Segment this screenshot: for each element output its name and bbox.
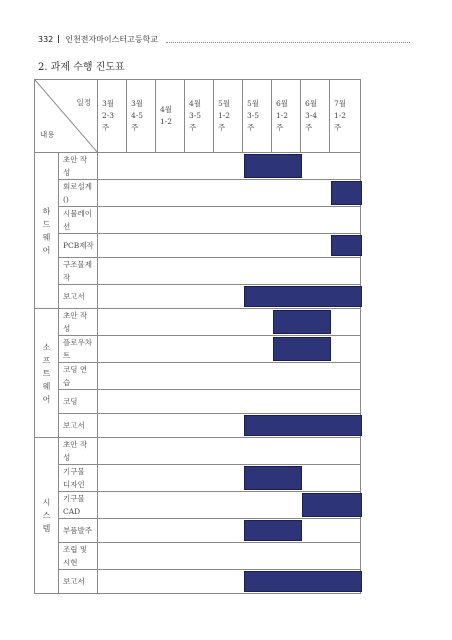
task-cell: PCB제작 [59, 234, 98, 258]
gantt-cell [98, 153, 361, 180]
corner-label-content: 내용 [40, 130, 55, 139]
gantt-cell [98, 492, 361, 519]
month-header: 5월 1-2 주 [214, 80, 243, 153]
table-row [35, 363, 361, 390]
month-header: 4월 1-2 [156, 80, 185, 153]
task-cell: 초안 작 성 [59, 309, 98, 336]
schedule-bar [244, 466, 302, 490]
gantt-cell [98, 180, 361, 207]
schedule-bar [244, 571, 362, 592]
task-cell: 보고서 [59, 570, 98, 594]
gantt-cell [98, 336, 361, 363]
header-title: 인천전자마이스터고등학교 [65, 34, 159, 44]
gantt-cell [98, 207, 361, 234]
schedule-bar [331, 181, 362, 205]
category-cell: 소 프 트 웨 어 [35, 309, 59, 438]
table-row [35, 390, 361, 414]
month-header: 3월 4-5 주 [127, 80, 156, 153]
task-cell: 기구물 CAD [59, 492, 98, 519]
schedule-bar [244, 415, 362, 436]
task-cell: 조립 및 시현 [59, 543, 98, 570]
table-row [35, 438, 361, 465]
gantt-cell [98, 309, 361, 336]
gantt-cell [98, 285, 361, 309]
task-cell: 구조물제 작 [59, 258, 98, 285]
month-header: 4월 3-5 주 [185, 80, 214, 153]
table-row [35, 336, 361, 363]
task-cell: 초안 작 성 [59, 153, 98, 180]
month-header: 6월 1-2 주 [272, 80, 301, 153]
table-row [35, 492, 361, 519]
table-row [35, 180, 361, 207]
schedule-bar [244, 520, 302, 541]
task-cell: 부품발주 [59, 519, 98, 543]
table-corner-cell [35, 80, 98, 153]
gantt-cell [98, 414, 361, 438]
month-header: 3월 2-3 주 [98, 80, 127, 153]
month-header: 7월 1-2 주 [330, 80, 361, 153]
gantt-cell [98, 519, 361, 543]
table-row [35, 258, 361, 285]
table-row [35, 543, 361, 570]
task-cell: 시뮬레이 션 [59, 207, 98, 234]
table-row [35, 207, 361, 234]
header-separator [58, 35, 59, 43]
task-cell: 보고서 [59, 414, 98, 438]
category-cell: 시 스 템 [35, 438, 59, 594]
task-cell: 초안 작 성 [59, 438, 98, 465]
task-cell: 회로설계 () [59, 180, 98, 207]
table-row [35, 285, 361, 309]
table-row [35, 153, 361, 180]
task-cell: 플로우차 트 [59, 336, 98, 363]
gantt-cell [98, 570, 361, 594]
table-row [35, 519, 361, 543]
page-header [38, 33, 410, 45]
month-header: 5월 3-5 주 [243, 80, 272, 153]
task-cell: 코딩 [59, 390, 98, 414]
category-cell: 하 드 웨 어 [35, 153, 59, 309]
schedule-table [34, 79, 361, 594]
schedule-bar [244, 154, 302, 178]
schedule-bar [273, 337, 331, 361]
gantt-cell [98, 234, 361, 258]
gantt-cell [98, 363, 361, 390]
gantt-cell [98, 438, 361, 465]
table-row [35, 570, 361, 594]
table-row [35, 309, 361, 336]
gantt-cell [98, 465, 361, 492]
gantt-cell [98, 258, 361, 285]
page-number: 332 [38, 34, 54, 44]
corner-label-schedule: 일정 [76, 98, 91, 107]
table-header-row [35, 80, 361, 153]
schedule-bar [244, 286, 362, 307]
section-title: 2. 과제 수행 진도표 [38, 62, 125, 73]
gantt-cell [98, 543, 361, 570]
header-dotted-rule [166, 36, 410, 43]
schedule-bar [273, 310, 331, 334]
task-cell: 코딩 연 습 [59, 363, 98, 390]
schedule-bar [331, 235, 362, 256]
gantt-cell [98, 390, 361, 414]
table-row [35, 234, 361, 258]
table-row [35, 465, 361, 492]
task-cell: 기구물 디자인 [59, 465, 98, 492]
month-header: 6월 3-4 주 [301, 80, 330, 153]
table-row [35, 414, 361, 438]
task-cell: 보고서 [59, 285, 98, 309]
schedule-bar [302, 493, 362, 517]
diagonal-line [35, 80, 98, 153]
